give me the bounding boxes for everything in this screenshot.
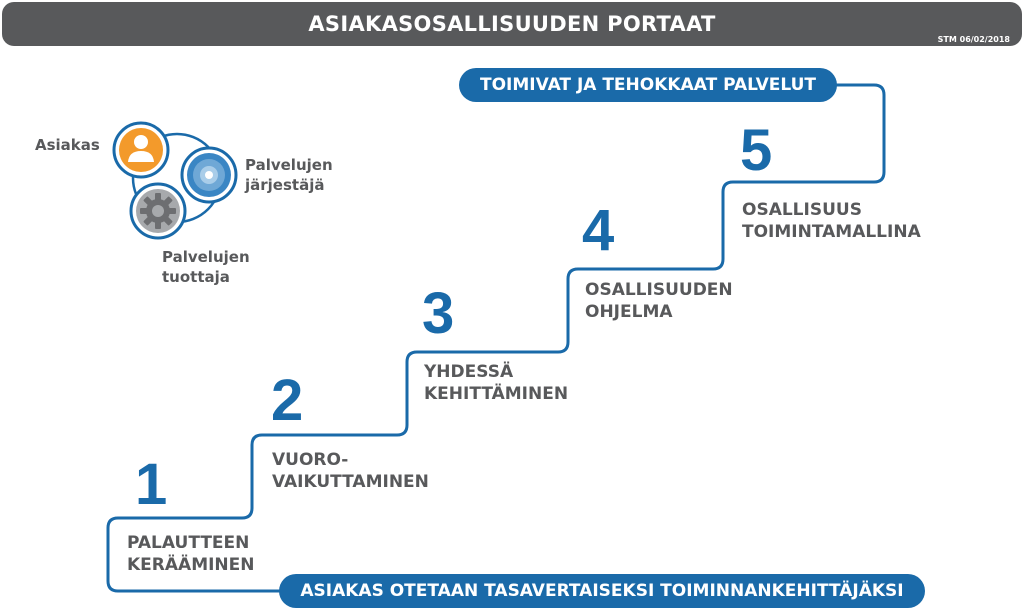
customer-label: Asiakas bbox=[35, 136, 100, 154]
step-2-label-line2: VAIKUTTAMINEN bbox=[272, 472, 429, 492]
step-4-label bbox=[585, 279, 733, 323]
step-2-label bbox=[272, 449, 429, 493]
step-2-number: 2 bbox=[271, 368, 304, 433]
base-banner: ASIAKAS OTETAAN TASAVERTAISEKSI TOIMINNANKEHITTÄJÄKSI bbox=[279, 574, 925, 608]
producer-label-line1: Palvelujen bbox=[162, 248, 250, 266]
step-4-label-line2: OHJELMA bbox=[585, 302, 673, 322]
eye-icon bbox=[182, 148, 236, 202]
step-1-label-line1: PALAUTTEEN bbox=[127, 533, 250, 553]
goal-banner: TOIMIVAT JA TEHOKKAAT PALVELUT bbox=[459, 68, 837, 102]
actors-diagram bbox=[0, 0, 300, 260]
gear-icon bbox=[131, 184, 185, 238]
person-icon bbox=[114, 123, 168, 177]
step-5-label-line2: TOIMINTAMALLINA bbox=[742, 222, 921, 242]
step-2-label-line1: VUORO- bbox=[272, 450, 349, 470]
step-1-label-line2: KERÄÄMINEN bbox=[127, 555, 255, 575]
organizer-label-line1: Palvelujen bbox=[245, 156, 333, 174]
organizer-label-line2: järjestäjä bbox=[245, 176, 325, 194]
step-3-number: 3 bbox=[422, 281, 455, 346]
organizer-label bbox=[245, 155, 333, 195]
step-5-label bbox=[742, 199, 921, 243]
step-1-number: 1 bbox=[135, 452, 168, 517]
step-3-label-line2: KEHITTÄMINEN bbox=[424, 384, 569, 404]
step-5-number: 5 bbox=[740, 118, 773, 183]
document-code: STM 06/02/2018 bbox=[937, 35, 1010, 44]
page-title: ASIAKASOSALLISUUDEN PORTAAT bbox=[308, 12, 716, 36]
producer-label-line2: tuottaja bbox=[162, 268, 230, 286]
producer-label bbox=[162, 247, 250, 287]
step-4-label-line1: OSALLISUUDEN bbox=[585, 280, 733, 300]
step-4-number: 4 bbox=[582, 198, 615, 263]
step-3-label-line1: YHDESSÄ bbox=[424, 362, 514, 382]
step-3-label bbox=[424, 361, 568, 405]
step-1-label bbox=[127, 532, 255, 576]
step-5-label-line1: OSALLISUUS bbox=[742, 200, 862, 220]
